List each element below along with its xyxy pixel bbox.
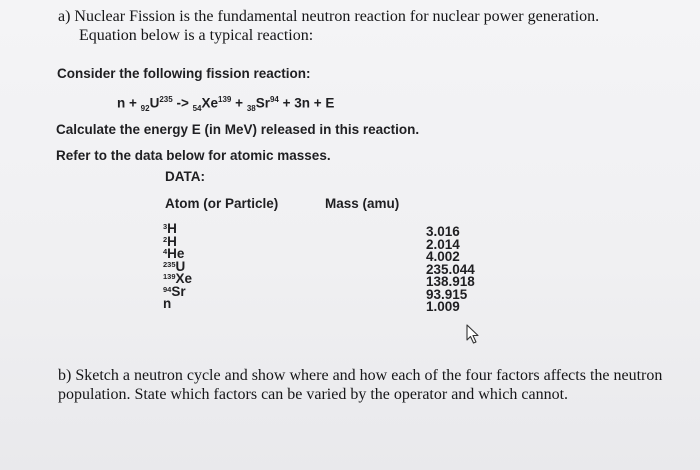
strontium-symbol: Sr (255, 95, 270, 111)
atom-symbol: n (163, 296, 172, 311)
plus-sign: + (129, 95, 137, 111)
mass-value: 3.016 (426, 224, 460, 239)
fission-equation (117, 95, 334, 113)
reaction-intro: Consider the following fission reaction: (57, 66, 311, 81)
atom-symbol: H (167, 221, 177, 236)
question-part-b (58, 366, 688, 404)
atom-mass-number: 235 (163, 259, 176, 269)
uranium-mass-number: 235 (159, 95, 173, 104)
calculate-instruction: Calculate the energy E (in MeV) released in this reaction. (56, 122, 420, 137)
reaction-arrow: -> (176, 95, 189, 111)
neutron-symbol: n (117, 95, 126, 111)
atom-symbol: U (175, 258, 186, 274)
atom-mass-number: 139 (163, 272, 176, 281)
atom-mass-number: 4 (163, 247, 168, 256)
mass-value: 93.915 (426, 286, 468, 302)
atom-symbol: He (167, 246, 185, 261)
xenon-atomic-number: 54 (192, 104, 202, 114)
part-a-line-1: a) Nuclear Fission is the fundamental neutron reaction for nuclear power generation. (58, 8, 600, 25)
mass-value: 4.002 (426, 249, 460, 264)
xenon-mass-number: 139 (218, 95, 232, 104)
reaction-products: + 3n + E (282, 95, 335, 111)
part-a-line-2: Equation below is a typical reaction: (79, 27, 314, 44)
strontium-mass-number: 94 (269, 95, 279, 104)
atom-mass-number: 94 (163, 284, 172, 294)
atom-row (163, 246, 192, 259)
mass-value: 138.918 (426, 274, 475, 289)
atom-column-header: Atom (or Particle) (165, 196, 279, 211)
atom-row (163, 271, 192, 284)
plus-sign: + (235, 95, 244, 111)
mouse-pointer-icon (466, 324, 480, 344)
atom-mass-number: 3 (163, 222, 168, 231)
atom-mass-number: 2 (163, 234, 168, 244)
atom-list (163, 221, 192, 309)
strontium-atomic-number: 38 (246, 104, 256, 114)
atom-symbol: Sr (171, 283, 186, 299)
atom-symbol: H (167, 233, 177, 249)
xenon-symbol: Xe (201, 95, 219, 111)
atom-row (163, 259, 192, 272)
part-b-line-1: b) Sketch a neutron cycle and show where and how each of the four factors affects the neutron (58, 367, 663, 384)
atom-row (163, 234, 192, 247)
mass-value: 1.009 (426, 299, 460, 314)
question-part-a (58, 7, 678, 45)
uranium-symbol: U (149, 95, 160, 111)
mass-value: 235.044 (426, 261, 475, 277)
mass-value: 2.014 (426, 236, 460, 252)
mass-list (426, 226, 475, 314)
uranium-atomic-number: 92 (140, 104, 150, 114)
refer-instruction: Refer to the data below for atomic masses. (56, 148, 331, 163)
atom-row (163, 221, 192, 234)
atom-symbol: Xe (175, 271, 193, 286)
part-b-line-2: population. State which factors can be varied by the operator and which cannot. (58, 386, 569, 403)
mass-column-header: Mass (amu) (325, 196, 400, 211)
data-heading: DATA: (165, 169, 205, 184)
